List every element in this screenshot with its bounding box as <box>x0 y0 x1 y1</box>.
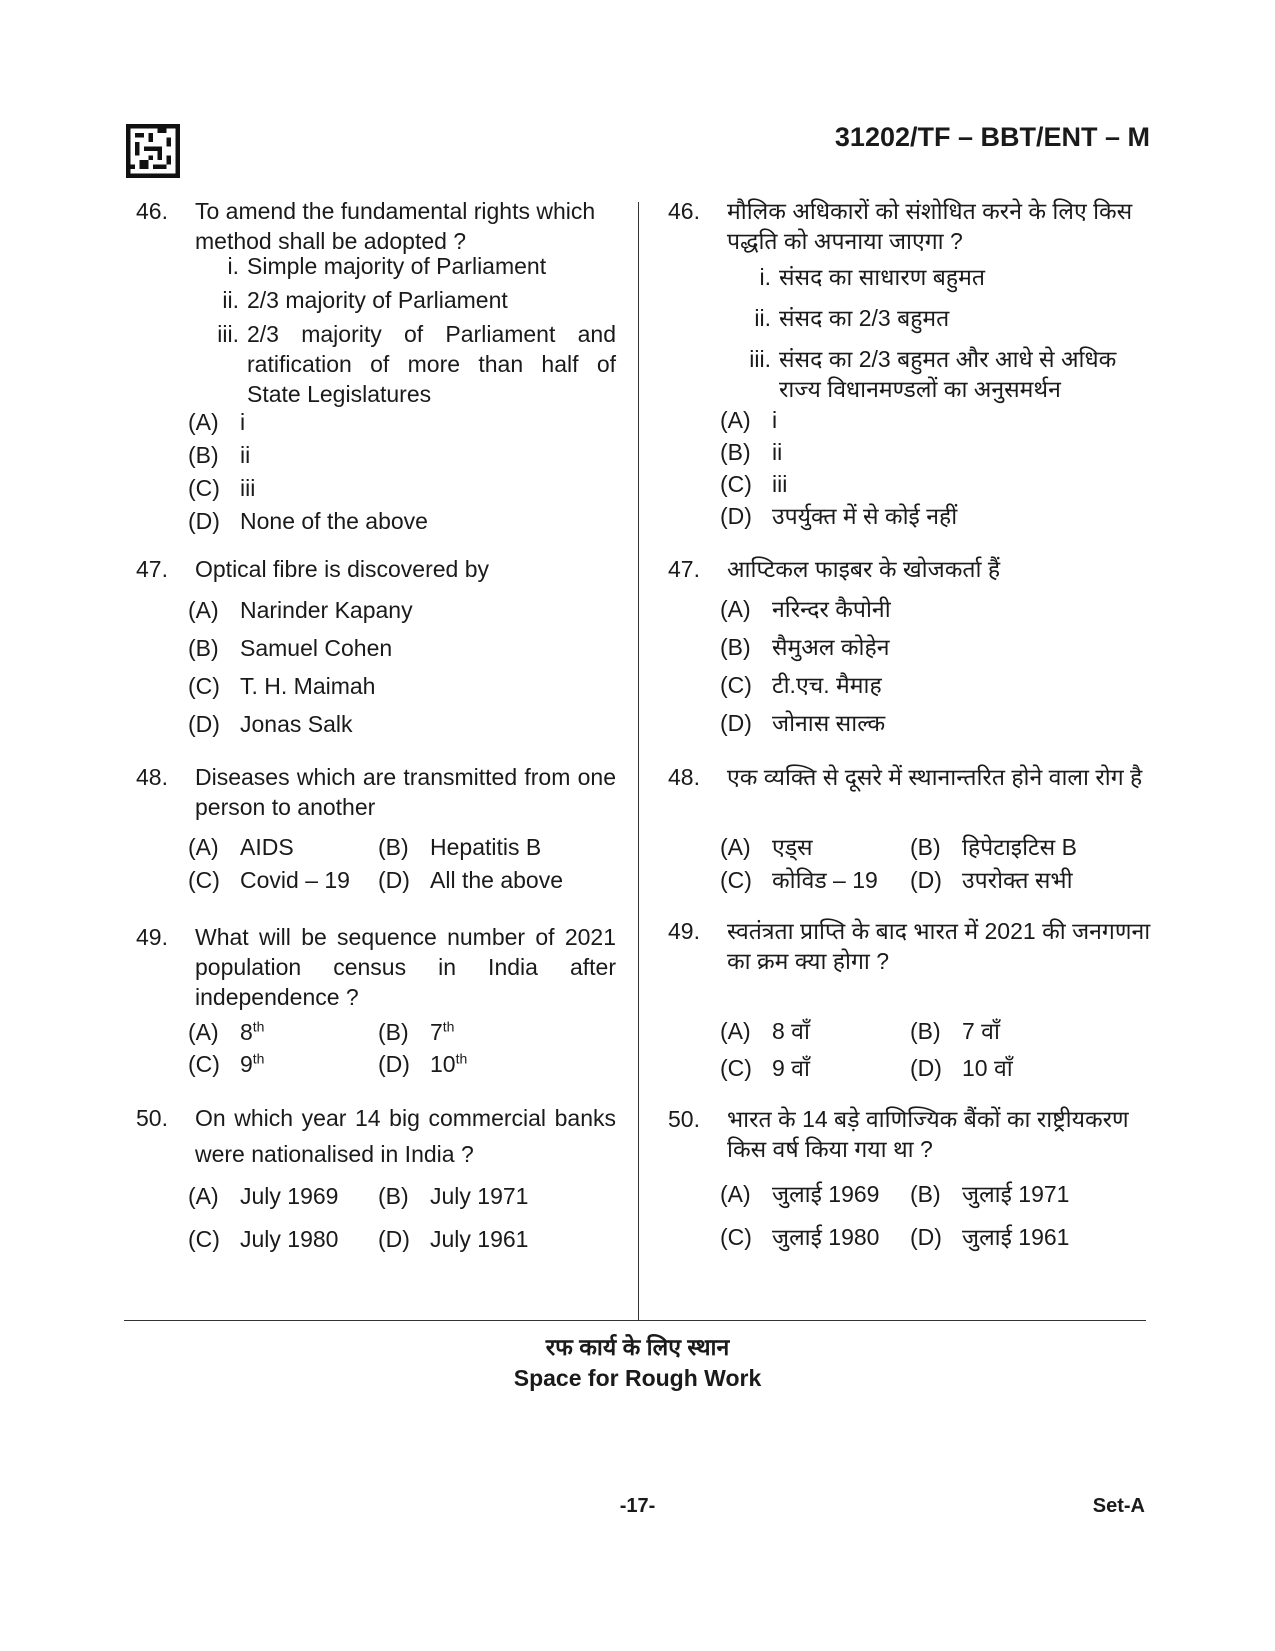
question-text: What will be sequence number of 2021 population census in India after independence ? <box>195 924 616 1010</box>
question-text: On which year 14 big commercial banks were nationalised in India ? <box>195 1105 616 1167</box>
bottom-rule <box>124 1320 1146 1321</box>
set-label: Set-A <box>1092 1495 1145 1517</box>
paper-code: 31202/TF – BBT/ENT – M <box>834 122 1150 152</box>
question-text: आप्टिकल फाइबर के खोजकर्ता हैं <box>727 556 1001 582</box>
question-text: Diseases which are transmitted from one person to another <box>195 764 616 820</box>
page-number: -17- <box>619 1495 656 1517</box>
qr-code <box>126 124 180 178</box>
question-text: भारत के 14 बड़े वाणिज्यिक बैंकों का राष्ट्रीयकरण किस वर्ष किया गया था ? <box>727 1106 1129 1162</box>
question-text: Optical fibre is discovered by <box>195 556 490 582</box>
rough-work-heading: Space for Rough Work <box>513 1365 762 1391</box>
question-text: स्वतंत्रता प्राप्ति के बाद भारत में 2021 की जनगणना का क्रम क्या होगा ? <box>727 918 1151 974</box>
question-text: मौलिक अधिकारों को संशोधित करने के लिए किस पद्धति को अपनाया जाएगा ? <box>727 198 1133 254</box>
question-text: To amend the fundamental rights which method shall be adopted ? <box>195 198 596 254</box>
rough-work-heading-hindi: रफ कार्य के लिए स्थान <box>545 1334 730 1360</box>
column-divider <box>638 202 639 1320</box>
question-text: एक व्यक्ति से दूसरे में स्थानान्तरित होने वाला रोग है <box>727 764 1143 790</box>
